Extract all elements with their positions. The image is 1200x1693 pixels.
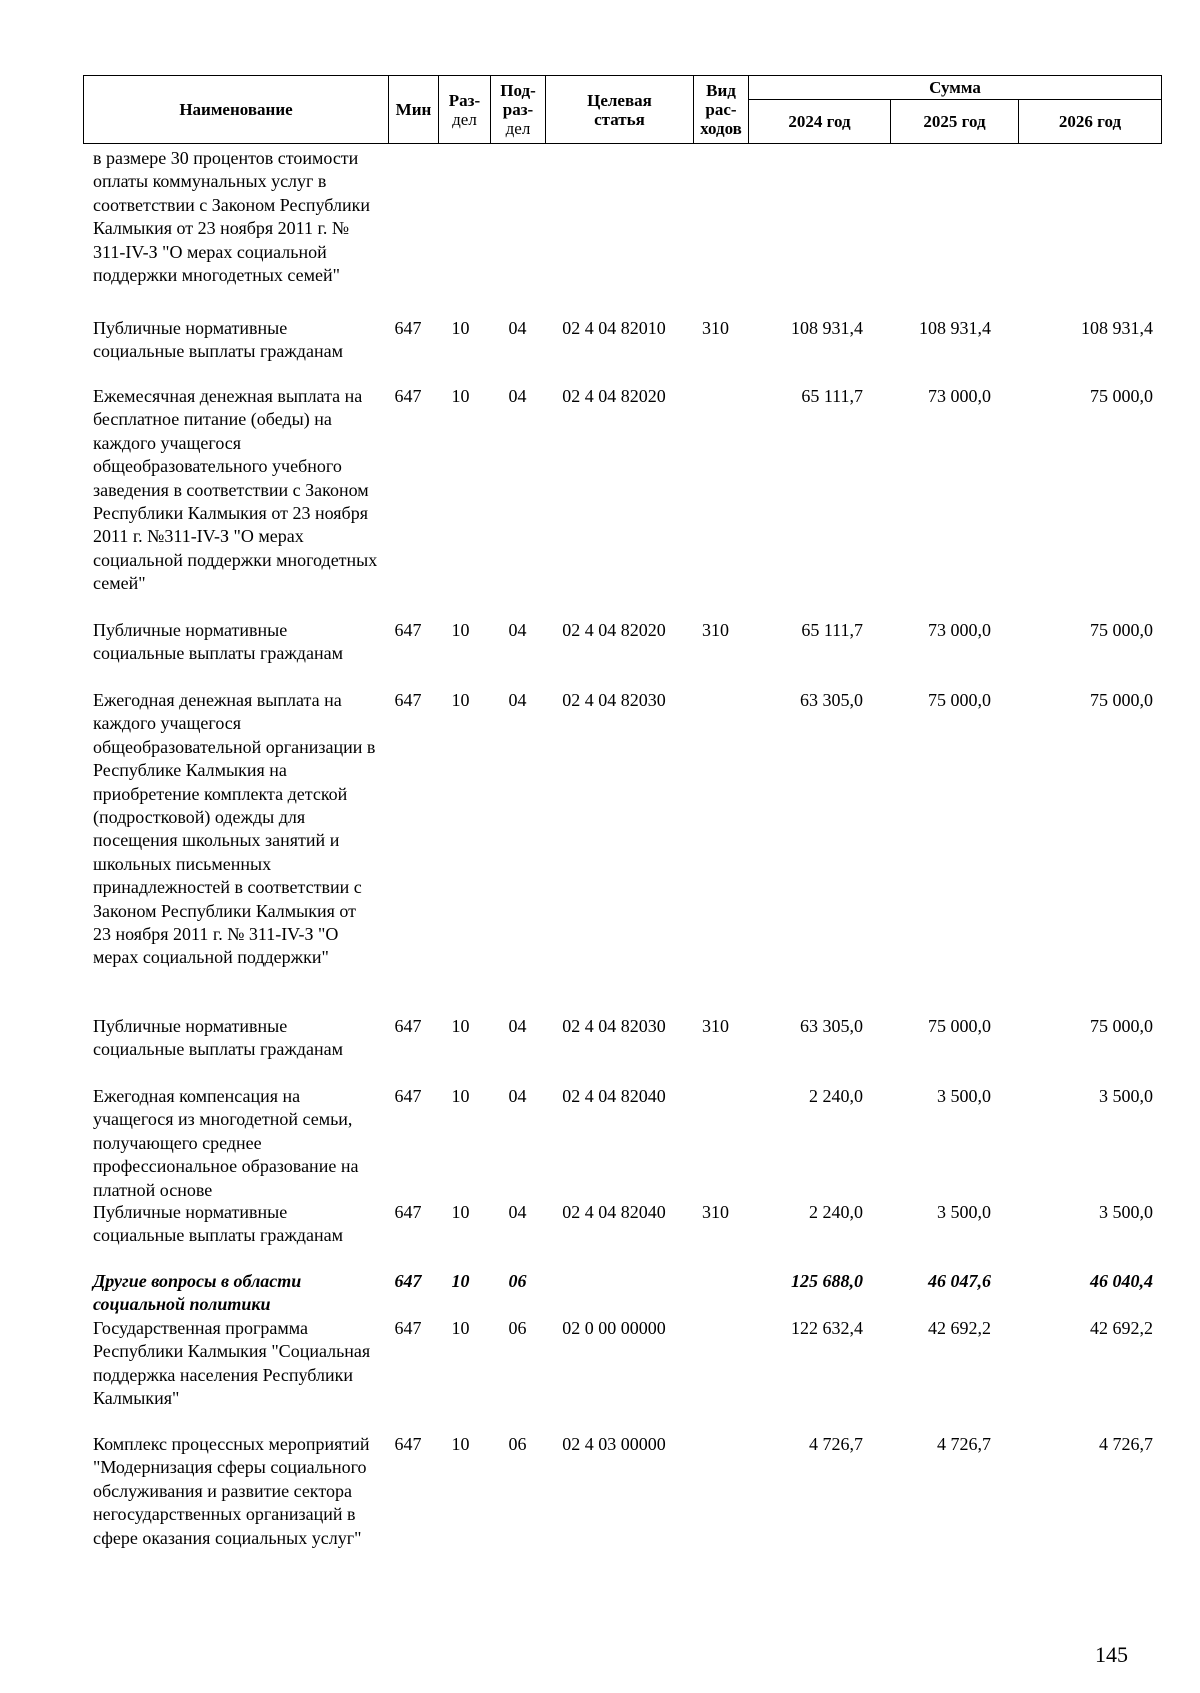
row-2025: 75 000,0 [928,690,991,710]
header-razdel-line2: дел [452,109,477,129]
header-vid-line1: Вид [706,81,736,100]
header-podrazdel [491,76,546,144]
header-year-2025: 2025 год [891,100,1019,144]
table-body [83,147,1161,1603]
row-2026: 4 726,7 [1099,1434,1153,1454]
row-min: 647 [394,1434,422,1454]
row-razdel: 10 [451,1202,470,1222]
row-2024: 2 240,0 [809,1202,863,1222]
row-celevaya: 02 4 04 82030 [562,1016,666,1036]
row-2026: 75 000,0 [1090,620,1153,640]
table-row [83,1317,1161,1433]
header-celevaya-line2: статья [594,109,645,129]
row-podrazdel: 04 [508,318,527,338]
header-razdel-line1: Раз- [448,90,481,110]
row-2026: 75 000,0 [1090,690,1153,710]
row-2025: 3 500,0 [937,1086,991,1106]
header-summa: Сумма [749,76,1162,100]
row-name: Публичные нормативные социальные выплаты гражданам [93,318,343,362]
row-razdel: 10 [451,1086,470,1106]
header-vid-line3: ходов [700,119,742,138]
row-2026: 75 000,0 [1090,386,1153,406]
row-name: Публичные нормативные социальные выплаты гражданам [93,1202,343,1246]
header-vid-line2: рас- [705,100,737,119]
row-celevaya: 02 4 04 82020 [562,386,666,406]
row-celevaya: 02 0 00 00000 [562,1318,666,1338]
header-vid [694,76,749,144]
row-celevaya: 02 4 04 82010 [562,318,666,338]
table-row [83,689,1161,1015]
row-2025: 4 726,7 [937,1434,991,1454]
row-min: 647 [394,1016,422,1036]
header-year-2024: 2024 год [749,100,891,144]
row-celevaya: 02 4 04 82030 [562,690,666,710]
row-2024: 122 632,4 [791,1318,863,1338]
header-name: Наименование [84,76,389,144]
row-2025: 42 692,2 [928,1318,991,1338]
row-min: 647 [394,1318,422,1338]
row-name: Публичные нормативные социальные выплаты гражданам [93,1016,343,1060]
row-2026: 42 692,2 [1090,1318,1153,1338]
row-razdel: 10 [451,1016,470,1036]
row-razdel: 10 [451,1318,470,1338]
row-2024: 4 726,7 [809,1434,863,1454]
header-celevaya [546,76,694,144]
row-name: Публичные нормативные социальные выплаты гражданам [93,620,343,664]
row-razdel: 10 [451,386,470,406]
row-min: 647 [394,318,422,338]
row-2026: 3 500,0 [1099,1086,1153,1106]
row-name: в размере 30 процентов стоимости оплаты коммунальных услуг в соответствии с Законом Республики Калмыкия от 23 ноября 2011 г. № 311-IV-З "О мерах социальной поддержки многодетных семей" [93,148,371,286]
row-name: Другие вопросы в области социальной политики [93,1271,302,1315]
row-2024: 2 240,0 [809,1086,863,1106]
row-podrazdel: 04 [508,1016,527,1036]
row-name: Комплекс процессных мероприятий "Модернизация сферы социального обслуживания и развитие сектора негосударственных организаций в сфере оказания социальных услуг" [93,1434,370,1548]
row-min: 647 [394,1271,422,1291]
header-podrazdel-line3: дел [505,119,531,138]
row-2026: 46 040,4 [1090,1271,1153,1291]
row-podrazdel: 06 [508,1271,527,1291]
table-row [83,619,1161,689]
row-razdel: 10 [451,318,470,338]
row-celevaya: 02 4 04 82040 [562,1202,666,1222]
row-name: Ежегодная компенсация на учащегося из многодетной семьи, получающего среднее профессиональное образование на платной основе [93,1086,359,1200]
row-podrazdel: 04 [508,1202,527,1222]
row-2024: 63 305,0 [800,690,863,710]
row-podrazdel: 06 [508,1318,527,1338]
table-row [83,1433,1161,1603]
row-min: 647 [394,1086,422,1106]
table-row [83,1201,1161,1270]
table-row [83,1085,1161,1201]
row-name: Государственная программа Республики Калмыкия "Социальная поддержка населения Республики Калмыкия" [93,1318,371,1409]
row-podrazdel: 04 [508,690,527,710]
row-2026: 108 931,4 [1081,318,1153,338]
table-row-section [83,1270,1161,1317]
row-min: 647 [394,620,422,640]
row-podrazdel: 04 [508,386,527,406]
row-name: Ежегодная денежная выплата на каждого учащегося общеобразовательной организации в Республике Калмыкия на приобретение комплекта детской (подростковой) одежды для посещения школьных занятий и школьных письменных принадлежностей в соответствии с Законом Республики Калмыкия от 23 ноября 2011 г. № 311-IV-З "О мерах социальной поддержки" [93,690,376,968]
table-header [83,75,1162,144]
row-min: 647 [394,1202,422,1222]
row-razdel: 10 [451,1271,470,1291]
row-podrazdel: 06 [508,1434,527,1454]
row-razdel: 10 [451,1434,470,1454]
header-podrazdel-line2: раз- [502,100,534,119]
row-celevaya: 02 4 03 00000 [562,1434,666,1454]
header-celevaya-line1: Целевая [587,90,652,110]
header-min: Мин [389,76,439,144]
row-2024: 63 305,0 [800,1016,863,1036]
row-2025: 73 000,0 [928,620,991,640]
page-number: 145 [1095,1642,1128,1667]
row-2025: 108 931,4 [919,318,991,338]
table-row [83,385,1161,619]
row-2025: 3 500,0 [937,1202,991,1222]
row-2026: 75 000,0 [1090,1016,1153,1036]
row-2025: 46 047,6 [928,1271,991,1291]
row-vid: 310 [702,318,729,338]
row-2024: 65 111,7 [801,620,863,640]
table-row [83,317,1161,385]
header-year-2026: 2026 год [1019,100,1162,144]
row-vid: 310 [702,620,729,640]
table-row [83,147,1161,317]
row-podrazdel: 04 [508,620,527,640]
row-razdel: 10 [451,620,470,640]
row-2026: 3 500,0 [1099,1202,1153,1222]
header-podrazdel-line1: Под- [500,81,536,100]
row-razdel: 10 [451,690,470,710]
row-vid: 310 [702,1202,729,1222]
row-min: 647 [394,386,422,406]
row-min: 647 [394,690,422,710]
row-celevaya: 02 4 04 82020 [562,620,666,640]
row-2024: 125 688,0 [791,1271,863,1291]
row-2025: 75 000,0 [928,1016,991,1036]
row-2024: 108 931,4 [791,318,863,338]
row-2025: 73 000,0 [928,386,991,406]
row-name: Ежемесячная денежная выплата на бесплатное питание (обеды) на каждого учащегося общеобразовательного учебного заведения в соответствии с Законом Республики Калмыкия от 23 ноября 2011 г. №311-IV-З "О мерах социальной поддержки многодетных семей" [93,386,378,594]
row-celevaya: 02 4 04 82040 [562,1086,666,1106]
table-row [83,1015,1161,1085]
row-vid: 310 [702,1016,729,1036]
header-razdel [439,76,491,144]
row-2024: 65 111,7 [801,386,863,406]
row-podrazdel: 04 [508,1086,527,1106]
